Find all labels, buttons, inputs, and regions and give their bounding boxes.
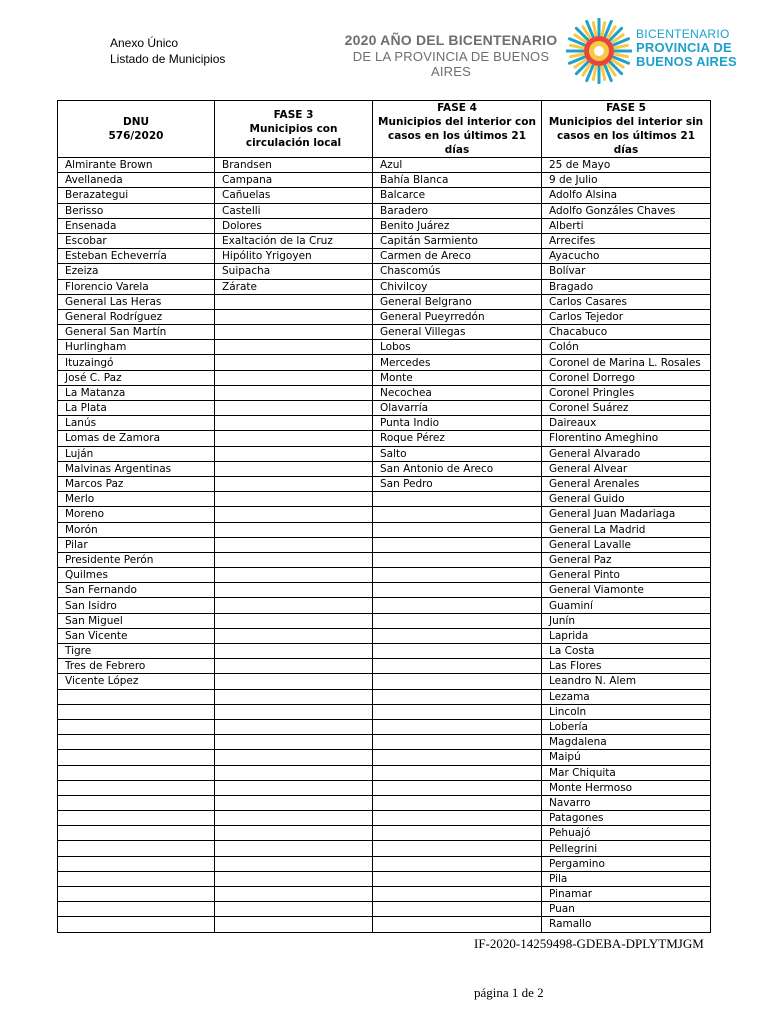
table-cell-col4: Ayacucho bbox=[542, 249, 711, 264]
table-cell-col3: General Villegas bbox=[373, 325, 542, 340]
table-cell-col2: Dolores bbox=[215, 218, 373, 233]
table-cell-col2 bbox=[215, 841, 373, 856]
table-cell-col2 bbox=[215, 719, 373, 734]
table-cell-col3: San Antonio de Areco bbox=[373, 461, 542, 476]
table-cell-col1: Merlo bbox=[58, 492, 215, 507]
table-row bbox=[58, 385, 711, 400]
annex-title: Anexo Único bbox=[110, 36, 179, 50]
table-cell-col4: 25 de Mayo bbox=[542, 158, 711, 173]
table-body bbox=[58, 158, 711, 933]
table-cell-col1: Quilmes bbox=[58, 568, 215, 583]
table-cell-col2: Hipólito Yrigoyen bbox=[215, 249, 373, 264]
table-cell-col3: General Belgrano bbox=[373, 294, 542, 309]
table-cell-col3 bbox=[373, 628, 542, 643]
table-cell-col4: Pinamar bbox=[542, 887, 711, 902]
table-row bbox=[58, 628, 711, 643]
table-cell-col4: Las Flores bbox=[542, 659, 711, 674]
table-cell-col1: La Plata bbox=[58, 401, 215, 416]
table-cell-col1: Berazategui bbox=[58, 188, 215, 203]
table-cell-col1 bbox=[58, 780, 215, 795]
table-cell-col2 bbox=[215, 765, 373, 780]
table-header-row bbox=[58, 101, 711, 158]
table-cell-col1: Pilar bbox=[58, 537, 215, 552]
table-row bbox=[58, 856, 711, 871]
table-cell-col2: Suipacha bbox=[215, 264, 373, 279]
table-cell-col2 bbox=[215, 492, 373, 507]
table-cell-col3: Capitán Sarmiento bbox=[373, 233, 542, 248]
table-cell-col4: General Juan Madariaga bbox=[542, 507, 711, 522]
table-cell-col1 bbox=[58, 826, 215, 841]
table-cell-col4: General Alvear bbox=[542, 461, 711, 476]
table-cell-col2 bbox=[215, 887, 373, 902]
table-cell-col4: Pergamino bbox=[542, 856, 711, 871]
table-row bbox=[58, 340, 711, 355]
table-cell-col3: Mercedes bbox=[373, 355, 542, 370]
table-cell-col4: Ramallo bbox=[542, 917, 711, 932]
table-cell-col1: San Fernando bbox=[58, 583, 215, 598]
table-cell-col1 bbox=[58, 719, 215, 734]
table-cell-col2 bbox=[215, 917, 373, 932]
table-cell-col4: Lobería bbox=[542, 719, 711, 734]
table-cell-col3 bbox=[373, 719, 542, 734]
table-cell-col3: Bahía Blanca bbox=[373, 173, 542, 188]
table-cell-col1 bbox=[58, 917, 215, 932]
table-cell-col4: General Lavalle bbox=[542, 537, 711, 552]
table-row bbox=[58, 370, 711, 385]
table-cell-col4: Lincoln bbox=[542, 704, 711, 719]
table-cell-col2 bbox=[215, 385, 373, 400]
table-cell-col4: Coronel de Marina L. Rosales bbox=[542, 355, 711, 370]
table-cell-col3 bbox=[373, 613, 542, 628]
table-cell-col4: Carlos Tejedor bbox=[542, 309, 711, 324]
table-row bbox=[58, 203, 711, 218]
table-cell-col1 bbox=[58, 841, 215, 856]
table-cell-col2 bbox=[215, 416, 373, 431]
table-cell-col3: Azul bbox=[373, 158, 542, 173]
table-row bbox=[58, 780, 711, 795]
table-cell-col4: Colón bbox=[542, 340, 711, 355]
table-cell-col2 bbox=[215, 446, 373, 461]
brand-line-3: BUENOS AIRES bbox=[636, 54, 737, 69]
province-brand bbox=[636, 28, 737, 69]
table-cell-col2 bbox=[215, 735, 373, 750]
table-cell-col2 bbox=[215, 340, 373, 355]
table-cell-col2 bbox=[215, 902, 373, 917]
table-cell-col1 bbox=[58, 704, 215, 719]
table-cell-col3 bbox=[373, 583, 542, 598]
table-row bbox=[58, 887, 711, 902]
table-cell-col4: Coronel Suárez bbox=[542, 401, 711, 416]
table-cell-col1 bbox=[58, 795, 215, 810]
table-cell-col3: Salto bbox=[373, 446, 542, 461]
table-row bbox=[58, 401, 711, 416]
table-cell-col1 bbox=[58, 735, 215, 750]
table-cell-col4: Coronel Dorrego bbox=[542, 370, 711, 385]
table-cell-col4: Junín bbox=[542, 613, 711, 628]
table-row bbox=[58, 355, 711, 370]
table-row bbox=[58, 492, 711, 507]
table-cell-col2 bbox=[215, 780, 373, 795]
table-cell-col1: Esteban Echeverría bbox=[58, 249, 215, 264]
table-cell-col1 bbox=[58, 750, 215, 765]
table-cell-col1: Ensenada bbox=[58, 218, 215, 233]
table-cell-col2 bbox=[215, 704, 373, 719]
table-cell-col4: Bragado bbox=[542, 279, 711, 294]
table-cell-col2 bbox=[215, 811, 373, 826]
table-cell-col4: Guaminí bbox=[542, 598, 711, 613]
table-cell-col3: Punta Indio bbox=[373, 416, 542, 431]
table-cell-col1: Marcos Paz bbox=[58, 476, 215, 491]
table-cell-col2 bbox=[215, 294, 373, 309]
table-cell-col2 bbox=[215, 461, 373, 476]
table-cell-col2 bbox=[215, 507, 373, 522]
table-cell-col3 bbox=[373, 522, 542, 537]
table-cell-col4: Navarro bbox=[542, 795, 711, 810]
table-row bbox=[58, 644, 711, 659]
table-cell-col2 bbox=[215, 826, 373, 841]
table-row bbox=[58, 826, 711, 841]
brand-line-2: PROVINCIA DE bbox=[636, 40, 732, 55]
table-cell-col1 bbox=[58, 765, 215, 780]
table-cell-col1: Berisso bbox=[58, 203, 215, 218]
table-row bbox=[58, 871, 711, 886]
table-cell-col4: General Pinto bbox=[542, 568, 711, 583]
table-cell-col4: Adolfo Gonzáles Chaves bbox=[542, 203, 711, 218]
table-cell-col1 bbox=[58, 887, 215, 902]
table-cell-col4: Carlos Casares bbox=[542, 294, 711, 309]
table-cell-col3: Necochea bbox=[373, 385, 542, 400]
table-cell-col4: General La Madrid bbox=[542, 522, 711, 537]
table-cell-col3 bbox=[373, 659, 542, 674]
table-cell-col3 bbox=[373, 552, 542, 567]
table-cell-col3: Roque Pérez bbox=[373, 431, 542, 446]
table-row bbox=[58, 416, 711, 431]
table-cell-col3: Chivilcoy bbox=[373, 279, 542, 294]
table-row bbox=[58, 249, 711, 264]
table-cell-col1: General Las Heras bbox=[58, 294, 215, 309]
table-cell-col2 bbox=[215, 583, 373, 598]
table-cell-col4: Arrecifes bbox=[542, 233, 711, 248]
table-row bbox=[58, 811, 711, 826]
table-row bbox=[58, 613, 711, 628]
table-row bbox=[58, 325, 711, 340]
table-cell-col2 bbox=[215, 401, 373, 416]
table-cell-col4: Magdalena bbox=[542, 735, 711, 750]
table-cell-col3 bbox=[373, 795, 542, 810]
table-cell-col1: San Miguel bbox=[58, 613, 215, 628]
bicentenario-banner bbox=[338, 32, 564, 79]
table-cell-col3 bbox=[373, 537, 542, 552]
table-cell-col1: General Rodríguez bbox=[58, 309, 215, 324]
table-row bbox=[58, 233, 711, 248]
table-row bbox=[58, 476, 711, 491]
table-cell-col4: Pehuajó bbox=[542, 826, 711, 841]
table-cell-col3 bbox=[373, 780, 542, 795]
table-cell-col2: Brandsen bbox=[215, 158, 373, 173]
table-row bbox=[58, 568, 711, 583]
table-cell-col2 bbox=[215, 568, 373, 583]
table-cell-col2 bbox=[215, 309, 373, 324]
table-cell-col4: Monte Hermoso bbox=[542, 780, 711, 795]
province-sun-logo-icon bbox=[566, 18, 632, 84]
table-cell-col4: Adolfo Alsina bbox=[542, 188, 711, 203]
table-row bbox=[58, 431, 711, 446]
table-cell-col1: Tigre bbox=[58, 644, 215, 659]
table-cell-col1: Avellaneda bbox=[58, 173, 215, 188]
table-row bbox=[58, 841, 711, 856]
table-cell-col1 bbox=[58, 856, 215, 871]
table-row bbox=[58, 158, 711, 173]
table-cell-col4: Daireaux bbox=[542, 416, 711, 431]
table-row bbox=[58, 902, 711, 917]
table-row bbox=[58, 218, 711, 233]
table-cell-col4: Florentino Ameghino bbox=[542, 431, 711, 446]
table-cell-col4: Bolívar bbox=[542, 264, 711, 279]
table-cell-col3 bbox=[373, 750, 542, 765]
banner-line-1: 2020 AÑO DEL BICENTENARIO bbox=[344, 32, 558, 48]
table-cell-col1: Lanús bbox=[58, 416, 215, 431]
table-cell-col4: General Viamonte bbox=[542, 583, 711, 598]
table-cell-col3 bbox=[373, 841, 542, 856]
table-cell-col2 bbox=[215, 871, 373, 886]
table-cell-col3 bbox=[373, 856, 542, 871]
annex-subtitle: Listado de Municipios bbox=[110, 52, 226, 66]
page-number: página 1 de 2 bbox=[474, 985, 544, 1000]
table-row bbox=[58, 598, 711, 613]
table-cell-col2 bbox=[215, 325, 373, 340]
table-cell-col3: Chascomús bbox=[373, 264, 542, 279]
table-cell-col1 bbox=[58, 871, 215, 886]
table-row bbox=[58, 552, 711, 567]
table-cell-col4: Mar Chiquita bbox=[542, 765, 711, 780]
table-cell-col2: Exaltación de la Cruz bbox=[215, 233, 373, 248]
table-cell-col4: Pellegrini bbox=[542, 841, 711, 856]
table-row bbox=[58, 309, 711, 324]
document-header bbox=[110, 35, 225, 67]
table-row bbox=[58, 583, 711, 598]
table-cell-col2 bbox=[215, 537, 373, 552]
table-row bbox=[58, 735, 711, 750]
header-fase-3: FASE 3 Municipios con circulación local bbox=[215, 101, 373, 158]
table-cell-col1: Vicente López bbox=[58, 674, 215, 689]
document-id: IF-2020-14259498-GDEBA-DPLYTMJGM bbox=[474, 936, 704, 951]
table-cell-col1: Presidente Perón bbox=[58, 552, 215, 567]
table-row bbox=[58, 461, 711, 476]
table-cell-col4: Lezama bbox=[542, 689, 711, 704]
table-cell-col3 bbox=[373, 704, 542, 719]
table-cell-col3 bbox=[373, 735, 542, 750]
table-cell-col3 bbox=[373, 887, 542, 902]
table-cell-col2 bbox=[215, 689, 373, 704]
table-cell-col3 bbox=[373, 674, 542, 689]
table-cell-col3 bbox=[373, 917, 542, 932]
table-row bbox=[58, 507, 711, 522]
table-cell-col1: Lomas de Zamora bbox=[58, 431, 215, 446]
header-dnu: DNU 576/2020 bbox=[58, 101, 215, 158]
table-cell-col4: General Arenales bbox=[542, 476, 711, 491]
table-row bbox=[58, 689, 711, 704]
table-cell-col1 bbox=[58, 689, 215, 704]
table-row bbox=[58, 188, 711, 203]
table-cell-col1 bbox=[58, 902, 215, 917]
table-cell-col2 bbox=[215, 628, 373, 643]
table-cell-col1: General San Martín bbox=[58, 325, 215, 340]
table-cell-col3 bbox=[373, 598, 542, 613]
table-cell-col3: San Pedro bbox=[373, 476, 542, 491]
table-cell-col4: General Alvarado bbox=[542, 446, 711, 461]
table-cell-col2: Castelli bbox=[215, 203, 373, 218]
header-fase-4: FASE 4 Municipios del interior con casos en los últimos 21 días bbox=[373, 101, 542, 158]
table-cell-col1: San Vicente bbox=[58, 628, 215, 643]
table-row bbox=[58, 537, 711, 552]
table-cell-col4: Puan bbox=[542, 902, 711, 917]
table-cell-col2 bbox=[215, 552, 373, 567]
table-cell-col4: Maipú bbox=[542, 750, 711, 765]
table-cell-col1: Florencio Varela bbox=[58, 279, 215, 294]
municipalities-table bbox=[57, 100, 711, 933]
table-row bbox=[58, 719, 711, 734]
table-cell-col2 bbox=[215, 598, 373, 613]
table-cell-col2 bbox=[215, 644, 373, 659]
table-cell-col4: Chacabuco bbox=[542, 325, 711, 340]
table-cell-col2 bbox=[215, 856, 373, 871]
table-cell-col1: Tres de Febrero bbox=[58, 659, 215, 674]
table-cell-col1: La Matanza bbox=[58, 385, 215, 400]
table-cell-col3 bbox=[373, 871, 542, 886]
table-row bbox=[58, 704, 711, 719]
table-cell-col3 bbox=[373, 568, 542, 583]
table-cell-col1: Moreno bbox=[58, 507, 215, 522]
table-cell-col3: Carmen de Areco bbox=[373, 249, 542, 264]
table-cell-col4: Leandro N. Alem bbox=[542, 674, 711, 689]
table-cell-col4: La Costa bbox=[542, 644, 711, 659]
table-cell-col3: Olavarría bbox=[373, 401, 542, 416]
table-cell-col1: Ezeiza bbox=[58, 264, 215, 279]
table-cell-col2 bbox=[215, 750, 373, 765]
table-cell-col3 bbox=[373, 765, 542, 780]
table-cell-col4: Alberti bbox=[542, 218, 711, 233]
table-row bbox=[58, 795, 711, 810]
table-cell-col2 bbox=[215, 476, 373, 491]
table-cell-col3: Balcarce bbox=[373, 188, 542, 203]
table-cell-col2 bbox=[215, 674, 373, 689]
table-cell-col4: General Paz bbox=[542, 552, 711, 567]
table-cell-col4: General Guido bbox=[542, 492, 711, 507]
table-row bbox=[58, 173, 711, 188]
table-cell-col2: Cañuelas bbox=[215, 188, 373, 203]
table-cell-col2: Zárate bbox=[215, 279, 373, 294]
table-row bbox=[58, 279, 711, 294]
brand-line-1: BICENTENARIO bbox=[636, 27, 730, 41]
table-cell-col3: Lobos bbox=[373, 340, 542, 355]
table-cell-col3: General Pueyrredón bbox=[373, 309, 542, 324]
table-cell-col2 bbox=[215, 370, 373, 385]
table-cell-col3 bbox=[373, 811, 542, 826]
table-cell-col1: Ituzaingó bbox=[58, 355, 215, 370]
table-cell-col4: Laprida bbox=[542, 628, 711, 643]
table-cell-col1: Malvinas Argentinas bbox=[58, 461, 215, 476]
table-cell-col3 bbox=[373, 902, 542, 917]
table-cell-col4: Coronel Pringles bbox=[542, 385, 711, 400]
table-cell-col3 bbox=[373, 507, 542, 522]
table-row bbox=[58, 264, 711, 279]
table-row bbox=[58, 294, 711, 309]
table-row bbox=[58, 917, 711, 932]
table-cell-col3 bbox=[373, 492, 542, 507]
table-cell-col4: 9 de Julio bbox=[542, 173, 711, 188]
table-cell-col3: Monte bbox=[373, 370, 542, 385]
table-cell-col3 bbox=[373, 689, 542, 704]
table-row bbox=[58, 750, 711, 765]
table-cell-col1: José C. Paz bbox=[58, 370, 215, 385]
table-row bbox=[58, 674, 711, 689]
table-row bbox=[58, 446, 711, 461]
table-cell-col1: Hurlingham bbox=[58, 340, 215, 355]
banner-line-2: DE LA PROVINCIA DE BUENOS AIRES bbox=[352, 49, 550, 79]
table-cell-col1: San Isidro bbox=[58, 598, 215, 613]
table-cell-col4: Pila bbox=[542, 871, 711, 886]
table-cell-col1: Almirante Brown bbox=[58, 158, 215, 173]
table-cell-col2 bbox=[215, 659, 373, 674]
table-cell-col3: Baradero bbox=[373, 203, 542, 218]
table-cell-col2 bbox=[215, 522, 373, 537]
header-fase-5: FASE 5 Municipios del interior sin casos en los últimos 21 días bbox=[542, 101, 711, 158]
table-cell-col2 bbox=[215, 355, 373, 370]
table-cell-col2 bbox=[215, 795, 373, 810]
table-row bbox=[58, 765, 711, 780]
table-row bbox=[58, 659, 711, 674]
table-cell-col1: Luján bbox=[58, 446, 215, 461]
table-cell-col4: Patagones bbox=[542, 811, 711, 826]
table-cell-col3 bbox=[373, 826, 542, 841]
table-cell-col1 bbox=[58, 811, 215, 826]
table-cell-col3: Benito Juárez bbox=[373, 218, 542, 233]
table-cell-col3 bbox=[373, 644, 542, 659]
table-cell-col2: Campana bbox=[215, 173, 373, 188]
table-cell-col2 bbox=[215, 613, 373, 628]
table-cell-col1: Morón bbox=[58, 522, 215, 537]
table-cell-col1: Escobar bbox=[58, 233, 215, 248]
table-row bbox=[58, 522, 711, 537]
table-cell-col2 bbox=[215, 431, 373, 446]
